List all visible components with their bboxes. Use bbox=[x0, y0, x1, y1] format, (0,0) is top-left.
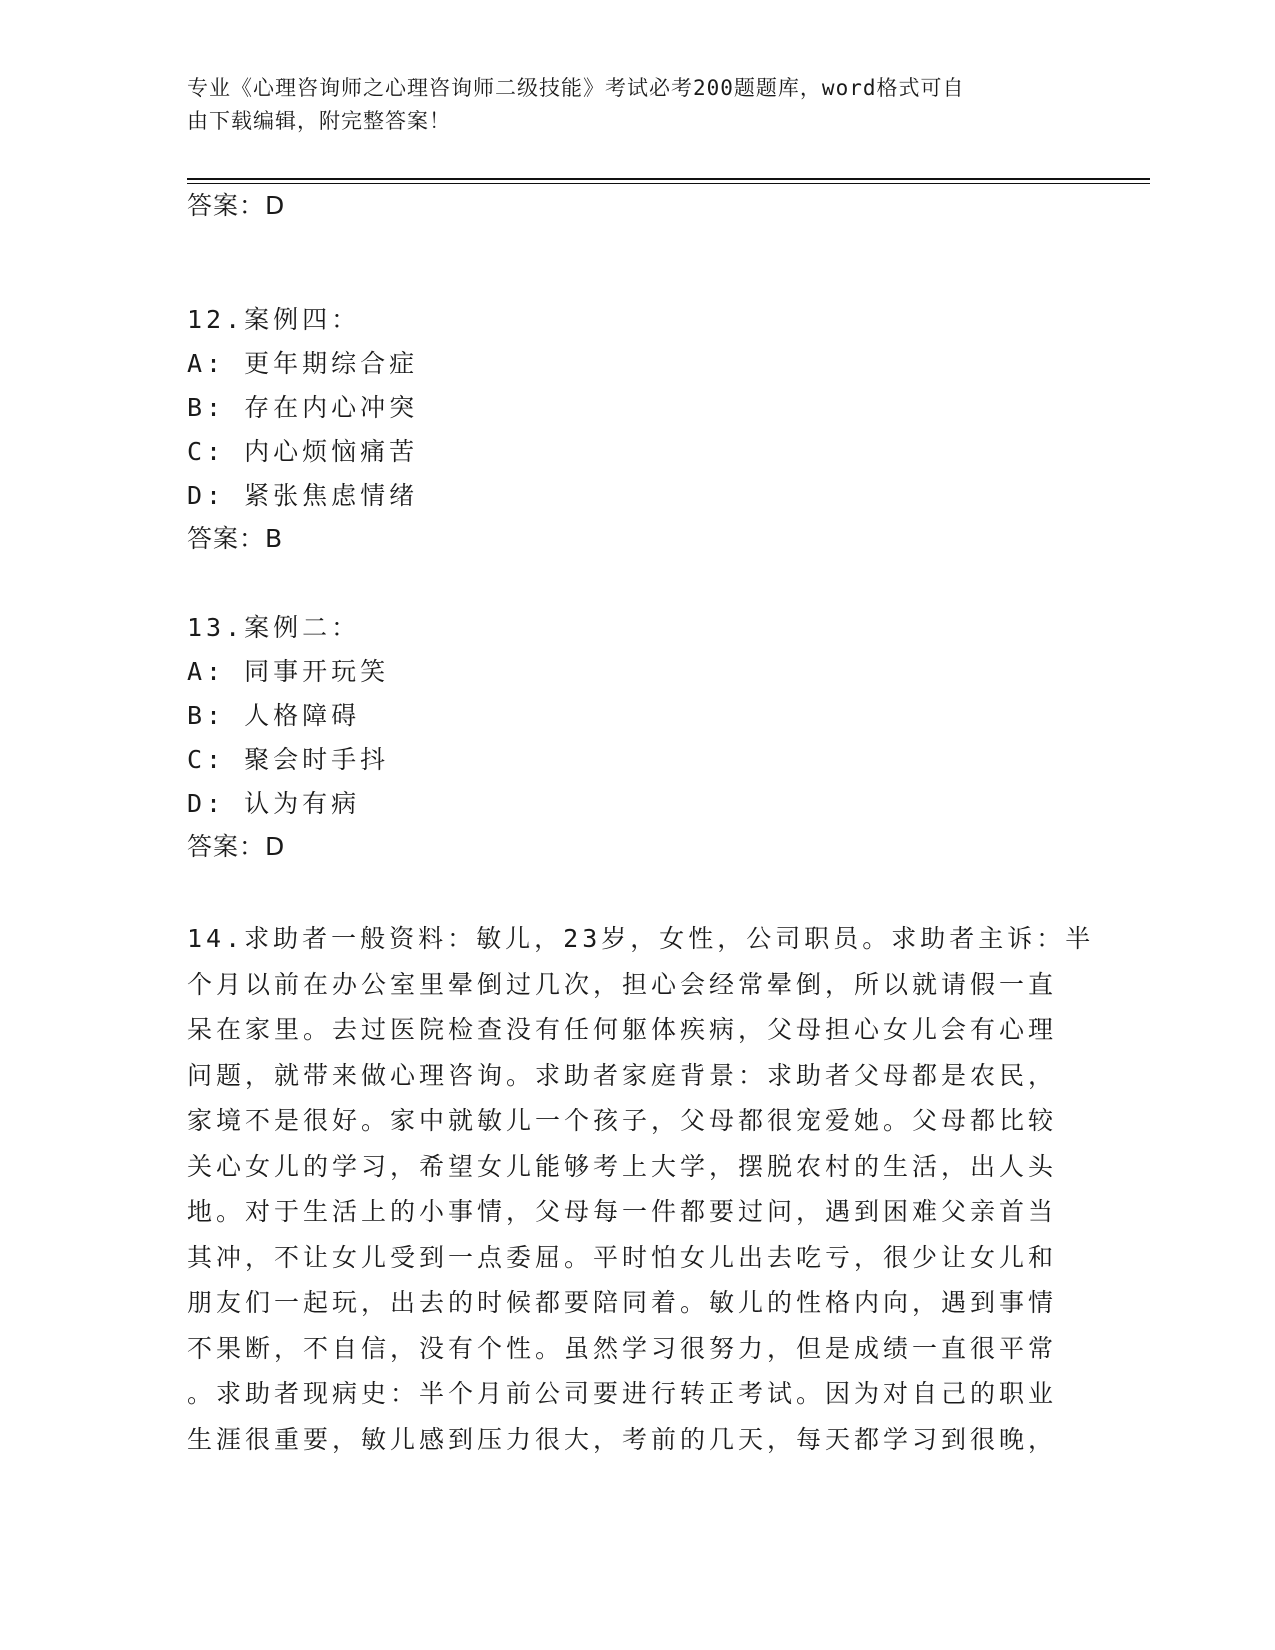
q14-line: 关心女儿的学习，希望女儿能够考上大学，摆脱农村的生活，出人头 bbox=[187, 1151, 1058, 1181]
q13-option-c: C: 聚会时手抖 bbox=[187, 745, 390, 774]
q14-line: 生涯很重要，敏儿感到压力很大，考前的几天，每天都学习到很晚， bbox=[187, 1424, 1058, 1454]
q14-line: 朋友们一起玩，出去的时候都要陪同着。敏儿的性格内向，遇到事情 bbox=[187, 1288, 1058, 1317]
q12-title: 12.案例四： bbox=[187, 305, 361, 334]
q13-option-a: A: 同事开玩笑 bbox=[187, 657, 390, 686]
q14-line: 地。对于生活上的小事情，父母每一件都要过问，遇到困难父亲首当 bbox=[187, 1197, 1058, 1226]
header-line-2: 由下载编辑，附完整答案！ bbox=[187, 109, 451, 133]
q14-line: 家境不是很好。家中就敏儿一个孩子，父母都很宠爱她。父母都比较 bbox=[187, 1106, 1058, 1135]
q12-option-a: A: 更年期综合症 bbox=[187, 349, 419, 378]
q12-answer: 答案：B bbox=[187, 524, 284, 553]
q14-line: 问题，就带来做心理咨询。求助者家庭背景：求助者父母都是农民， bbox=[187, 1060, 1058, 1090]
q14-line: 个月以前在办公室里晕倒过几次，担心会经常晕倒，所以就请假一直 bbox=[187, 969, 1058, 999]
header-divider-thick bbox=[187, 178, 1150, 180]
q13-option-d: D: 认为有病 bbox=[187, 789, 361, 818]
q13-answer: 答案：D bbox=[187, 832, 286, 861]
q14-case-text bbox=[187, 916, 1095, 1462]
q12-option-c: C: 内心烦恼痛苦 bbox=[187, 437, 419, 466]
q12-option-d: D: 紧张焦虑情绪 bbox=[187, 481, 419, 510]
q13-option-b: B: 人格障碍 bbox=[187, 701, 361, 730]
q14-line: 其冲，不让女儿受到一点委屈。平时怕女儿出去吃亏，很少让女儿和 bbox=[187, 1242, 1058, 1272]
q14-line: 14.求助者一般资料：敏儿，23岁，女性，公司职员。求助者主诉：半 bbox=[187, 924, 1095, 953]
document-header bbox=[187, 72, 1067, 138]
header-divider-thin bbox=[187, 183, 1150, 184]
q14-line: 呆在家里。去过医院检查没有任何躯体疾病，父母担心女儿会有心理 bbox=[187, 1015, 1058, 1044]
q14-line: 。求助者现病史：半个月前公司要进行转正考试。因为对自己的职业 bbox=[187, 1379, 1058, 1408]
q11-answer: 答案：D bbox=[187, 191, 286, 220]
q14-line: 不果断，不自信，没有个性。虽然学习很努力，但是成绩一直很平常 bbox=[187, 1333, 1058, 1363]
header-line-1: 专业《心理咨询师之心理咨询师二级技能》考试必考200题题库，word格式可自 bbox=[187, 76, 965, 100]
q12-option-b: B: 存在内心冲突 bbox=[187, 393, 419, 422]
q13-title: 13.案例二： bbox=[187, 613, 361, 642]
